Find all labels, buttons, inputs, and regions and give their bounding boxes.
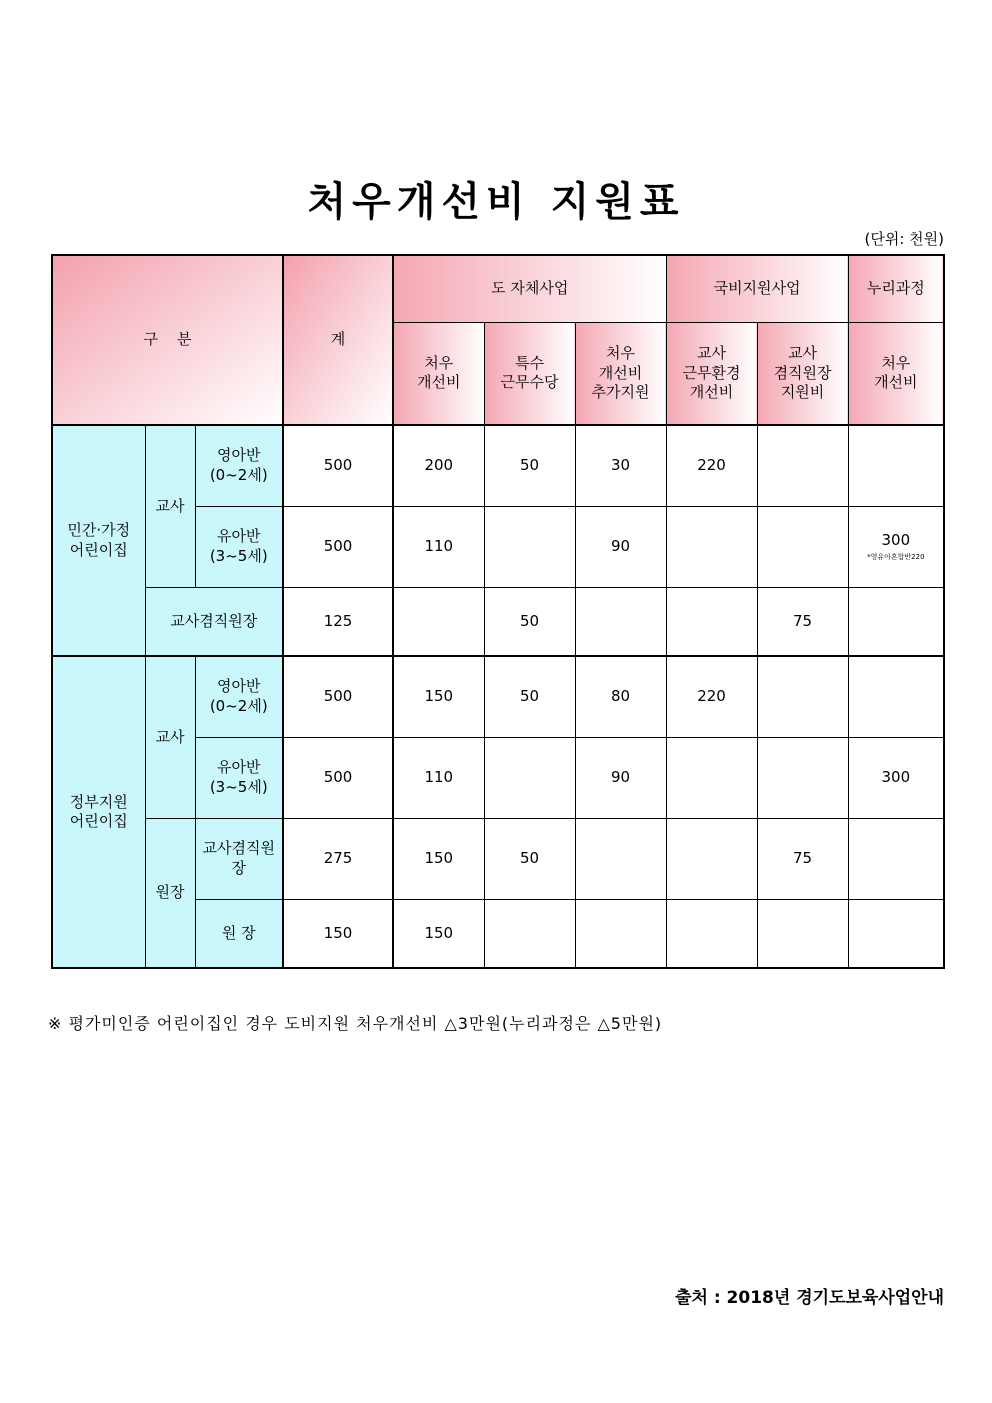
nuri-cell — [848, 899, 944, 968]
concurrent-cell — [757, 899, 848, 968]
public-teacher-label: 교사 — [145, 656, 195, 818]
special-cell — [484, 899, 575, 968]
row-label: 유아반 (3~5세) — [195, 506, 283, 587]
concurrent-cell — [757, 425, 848, 506]
total-cell: 500 — [283, 737, 393, 818]
special-cell: 50 — [484, 425, 575, 506]
env-cell — [666, 506, 757, 587]
env-cell — [666, 737, 757, 818]
support-table — [51, 254, 945, 969]
treatment-cell: 150 — [393, 656, 484, 737]
header-group-national: 국비지원사업 — [666, 255, 848, 322]
total-cell: 500 — [283, 656, 393, 737]
nuri-note: *영유아혼합반220 — [867, 552, 925, 561]
nuri-value: 300 — [881, 531, 911, 550]
concurrent-cell: 75 — [757, 818, 848, 899]
nuri-cell: 300 — [848, 737, 944, 818]
unit-label: (단위: 천원) — [864, 230, 944, 248]
concurrent-cell — [757, 737, 848, 818]
row-label: 교사겸직원장 — [145, 587, 283, 656]
treatment-cell: 150 — [393, 899, 484, 968]
nuri-cell — [848, 818, 944, 899]
additional-cell: 90 — [575, 506, 666, 587]
env-cell — [666, 899, 757, 968]
nuri-cell — [848, 506, 944, 587]
treatment-cell: 150 — [393, 818, 484, 899]
additional-cell — [575, 899, 666, 968]
concurrent-cell — [757, 656, 848, 737]
additional-cell — [575, 818, 666, 899]
header-col-additional: 처우 개선비 추가지원 — [575, 322, 666, 425]
row-label: 원 장 — [195, 899, 283, 968]
env-cell — [666, 587, 757, 656]
treatment-cell: 200 — [393, 425, 484, 506]
header-category: 구 분 — [52, 255, 283, 425]
public-director-label: 원장 — [145, 818, 195, 968]
total-cell: 500 — [283, 425, 393, 506]
total-cell: 150 — [283, 899, 393, 968]
special-cell — [484, 506, 575, 587]
treatment-cell — [393, 587, 484, 656]
page-title: 처우개선비 지원표 — [307, 179, 685, 225]
env-cell: 220 — [666, 656, 757, 737]
total-cell: 500 — [283, 506, 393, 587]
header-group-nuri: 누리과정 — [848, 255, 944, 322]
header-group-province: 도 자체사업 — [393, 255, 666, 322]
special-cell: 50 — [484, 818, 575, 899]
footnote: ※ 평가미인증 어린이집인 경우 도비지원 처우개선비 △3만원(누리과정은 △5만원) — [48, 1014, 663, 1033]
header-col-nuri-treatment: 처우 개선비 — [848, 322, 944, 425]
additional-cell: 80 — [575, 656, 666, 737]
public-type-label: 정부지원 어린이집 — [52, 656, 145, 968]
total-cell: 275 — [283, 818, 393, 899]
additional-cell: 30 — [575, 425, 666, 506]
source-citation: 출처 : 2018년 경기도보육사업안내 — [675, 1288, 944, 1308]
total-cell: 125 — [283, 587, 393, 656]
additional-cell: 90 — [575, 737, 666, 818]
special-cell: 50 — [484, 656, 575, 737]
nuri-cell — [848, 587, 944, 656]
row-label: 유아반 (3~5세) — [195, 737, 283, 818]
special-cell — [484, 737, 575, 818]
env-cell: 220 — [666, 425, 757, 506]
row-label: 교사겸직원 장 — [195, 818, 283, 899]
private-type-label: 민간·가정 어린이집 — [52, 425, 145, 656]
row-label: 영아반 (0~2세) — [195, 656, 283, 737]
header-col-treatment: 처우 개선비 — [393, 322, 484, 425]
header-col-special: 특수 근무수당 — [484, 322, 575, 425]
special-cell: 50 — [484, 587, 575, 656]
header-col-concurrent: 교사 겸직원장 지원비 — [757, 322, 848, 425]
private-teacher-label: 교사 — [145, 425, 195, 587]
header-total: 계 — [283, 255, 393, 425]
concurrent-cell: 75 — [757, 587, 848, 656]
concurrent-cell — [757, 506, 848, 587]
treatment-cell: 110 — [393, 506, 484, 587]
nuri-cell — [848, 656, 944, 737]
treatment-cell: 110 — [393, 737, 484, 818]
row-label: 영아반 (0~2세) — [195, 425, 283, 506]
nuri-cell — [848, 425, 944, 506]
env-cell — [666, 818, 757, 899]
header-col-teacher-env: 교사 근무환경 개선비 — [666, 322, 757, 425]
additional-cell — [575, 587, 666, 656]
